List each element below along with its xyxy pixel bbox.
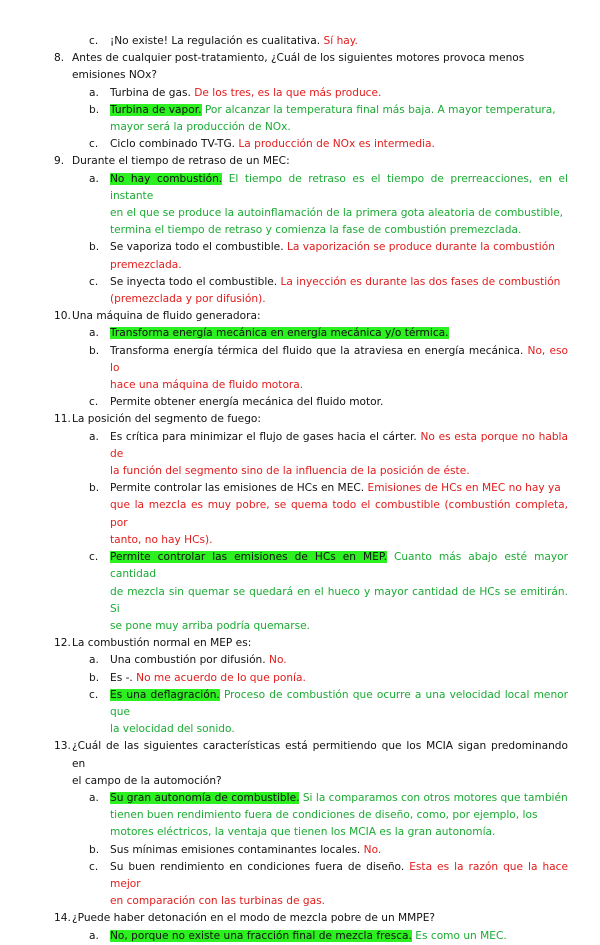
- explanation-text: tienen buen rendimiento fuera de condiciones de diseño, como, por ejemplo, los: [110, 809, 538, 822]
- text-line: [54, 497, 568, 531]
- list-marker: 9.: [54, 155, 65, 168]
- text-line: [54, 670, 568, 687]
- list-marker: a.: [89, 86, 99, 99]
- text-line: [54, 463, 568, 480]
- text-line: [54, 257, 568, 274]
- incorrect-note: La producción de NOx es intermedia.: [238, 138, 435, 151]
- text-line: [54, 928, 568, 945]
- explanation-text: de mezcla sin quemar se quedará en el hueco y mayor cantidad de HCs se emitirán. Si: [110, 585, 568, 615]
- body-text: Durante el tiempo de retraso de un MEC:: [72, 155, 290, 168]
- text-line: [54, 532, 568, 549]
- text-line: [54, 584, 568, 618]
- correct-answer-highlight: Permite controlar las emisiones de HCs en MEP.: [110, 551, 387, 564]
- text-line: [54, 119, 568, 136]
- text-line: [54, 790, 568, 807]
- incorrect-note: De los tres, es la que más produce.: [194, 86, 382, 99]
- explanation-text: motores eléctricos, la ventaja que tienen los MCIA es la gran autonomía.: [110, 826, 496, 839]
- body-text: Se inyecta todo el combustible.: [110, 275, 281, 288]
- body-text: Se vaporiza todo el combustible.: [110, 241, 287, 254]
- text-line: [54, 50, 568, 67]
- explanation-text: en el que se produce la autoinflamación de la primera gota aleatoria de combustible,: [110, 207, 564, 220]
- list-marker: 12.: [54, 637, 71, 650]
- text-line: [54, 824, 568, 841]
- correct-answer-highlight: No, porque no existe una fracción final de mezcla fresca.: [110, 929, 412, 942]
- correct-answer-highlight: Transforma energía mecánica en energía mecánica y/o térmica.: [110, 327, 449, 340]
- correct-answer-highlight: Turbina de vapor.: [110, 103, 202, 116]
- incorrect-note: que la mezcla es muy pobre, se quema todo el combustible (combustión completa, por: [110, 499, 568, 529]
- body-text: ¡No existe! La regulación es cualitativa.: [110, 35, 324, 47]
- text-line: [54, 153, 568, 170]
- incorrect-note: Emisiones de HCs en MEC no hay ya: [367, 482, 561, 495]
- text-line: [54, 618, 568, 635]
- body-text: Permite controlar las emisiones de HCs en MEC.: [110, 482, 368, 495]
- list-marker: a.: [89, 327, 99, 340]
- text-line: [54, 377, 568, 394]
- list-marker: b.: [89, 482, 100, 495]
- text-line: [54, 842, 568, 859]
- list-marker: a.: [89, 929, 99, 942]
- text-line: [54, 687, 568, 721]
- body-text: Turbina de gas.: [110, 86, 195, 99]
- list-marker: c.: [89, 396, 99, 409]
- list-marker: a.: [89, 172, 99, 185]
- list-marker: 10.: [54, 310, 71, 323]
- body-text: La combustión normal en MEP es:: [72, 637, 252, 650]
- incorrect-note: No.: [269, 654, 287, 667]
- text-line: [54, 102, 568, 119]
- text-line: [54, 85, 568, 102]
- incorrect-note: tanto, no hay HCs).: [110, 533, 213, 546]
- body-text: Antes de cualquier post-tratamiento, ¿Cuál de los siguientes motores provoca menos: [72, 52, 525, 65]
- explanation-text: la velocidad del sonido.: [110, 723, 235, 736]
- explanation-text: termina el tiempo de retraso y comienza la fase de combustión premezclada.: [110, 224, 522, 237]
- text-line: [54, 325, 568, 342]
- text-line: [54, 136, 568, 153]
- incorrect-note: la función del segmento sino de la influencia de la posición de éste.: [110, 465, 470, 478]
- text-line: [54, 308, 568, 325]
- incorrect-note: No me acuerdo de lo que ponía.: [136, 671, 306, 684]
- list-marker: c.: [89, 860, 99, 873]
- explanation-text: Si la comparamos con otros motores que también: [299, 791, 568, 804]
- correct-answer-highlight: Su gran autonomía de combustible.: [110, 791, 300, 804]
- text-line: [54, 239, 568, 256]
- text-line: [54, 738, 568, 772]
- list-marker: b.: [89, 843, 100, 856]
- body-text: Una combustión por difusión.: [110, 654, 270, 667]
- incorrect-note: Esta es la razón que la hace mejor: [110, 860, 568, 890]
- list-marker: 14.: [54, 912, 71, 925]
- list-marker: c.: [89, 35, 99, 47]
- incorrect-note: en comparación con las turbinas de gas.: [110, 895, 326, 908]
- explanation-text: Por alcanzar la temperatura final más baja. A mayor temperatura,: [201, 103, 556, 116]
- text-line: [54, 205, 568, 222]
- body-text: Transforma energía térmica del fluido que la atraviesa en energía mecánica.: [110, 344, 528, 357]
- incorrect-note: (premezclada y por difusión).: [110, 293, 266, 306]
- text-line: [54, 222, 568, 239]
- incorrect-note: No, eso lo: [110, 344, 568, 374]
- explanation-text: Cuanto más abajo esté mayor cantidad: [110, 551, 568, 581]
- body-text: Ciclo combinado TV-TG.: [110, 138, 239, 151]
- body-text: Sus mínimas emisiones contaminantes locales.: [110, 843, 364, 856]
- body-text: Permite obtener energía mecánica del fluido motor.: [110, 396, 384, 409]
- text-line: [54, 411, 568, 428]
- text-line: [54, 910, 568, 927]
- list-marker: c.: [89, 138, 99, 151]
- incorrect-note: La inyección es durante las dos fases de combustión: [280, 275, 561, 288]
- list-marker: b.: [89, 241, 100, 254]
- body-text: Es crítica para minimizar el flujo de gases hacia el cárter.: [110, 430, 421, 443]
- incorrect-note: hace una máquina de fluido motora.: [110, 379, 304, 392]
- list-marker: b.: [89, 103, 100, 116]
- list-marker: a.: [89, 791, 99, 804]
- incorrect-note: Sí hay.: [323, 35, 358, 47]
- list-marker: 13.: [54, 740, 71, 753]
- correct-answer-highlight: Es una deflagración.: [110, 688, 220, 701]
- text-line: [54, 429, 568, 463]
- text-line: [54, 171, 568, 205]
- text-line: [54, 480, 568, 497]
- body-text: ¿Cuál de las siguientes características está permitiendo que los MCIA sigan predominando en: [72, 740, 568, 770]
- list-marker: 11.: [54, 413, 71, 426]
- text-line: [54, 33, 568, 50]
- text-line: [54, 893, 568, 910]
- text-line: [54, 807, 568, 824]
- text-line: [54, 859, 568, 893]
- text-line: [54, 274, 568, 291]
- text-line: [54, 773, 568, 790]
- incorrect-note: No.: [363, 843, 382, 856]
- body-text: Su buen rendimiento en condiciones fuera de diseño.: [110, 860, 410, 873]
- body-text: La posición del segmento de fuego:: [72, 413, 261, 426]
- list-marker: c.: [89, 688, 99, 701]
- body-text: emisiones NOx?: [72, 69, 157, 82]
- text-line: [54, 635, 568, 652]
- incorrect-note: La vaporización se produce durante la combustión: [286, 241, 555, 254]
- incorrect-note: No es esta porque no habla de: [110, 430, 568, 460]
- explanation-text: Proceso de combustión que ocurre a una velocidad local menor que: [110, 688, 568, 718]
- body-text: Es -.: [110, 671, 137, 684]
- correct-answer-highlight: No hay combustión.: [110, 172, 223, 185]
- body-text: el campo de la automoción?: [72, 774, 222, 787]
- body-text: Una máquina de fluido generadora:: [72, 310, 261, 323]
- explanation-text: se pone muy arriba podría quemarse.: [110, 619, 311, 632]
- text-line: [54, 549, 568, 583]
- explanation-text: El tiempo de retraso es el tiempo de prerreacciones, en el instante: [110, 172, 568, 202]
- list-marker: a.: [89, 430, 99, 443]
- list-marker: b.: [89, 671, 100, 684]
- list-marker: b.: [89, 344, 100, 357]
- list-marker: c.: [89, 551, 99, 564]
- list-marker: 8.: [54, 52, 65, 65]
- text-line: [54, 394, 568, 411]
- explanation-text: Es como un MEC.: [411, 929, 507, 942]
- text-line: [54, 291, 568, 308]
- text-line: [54, 721, 568, 738]
- text-line: [54, 67, 568, 84]
- list-marker: c.: [89, 275, 99, 288]
- text-line: [54, 343, 568, 377]
- incorrect-note: premezclada.: [110, 258, 182, 271]
- list-marker: a.: [89, 654, 99, 667]
- body-text: ¿Puede haber detonación en el modo de mezcla pobre de un MMPE?: [72, 912, 436, 925]
- explanation-text: mayor será la producción de NOx.: [110, 121, 291, 134]
- text-line: [54, 652, 568, 669]
